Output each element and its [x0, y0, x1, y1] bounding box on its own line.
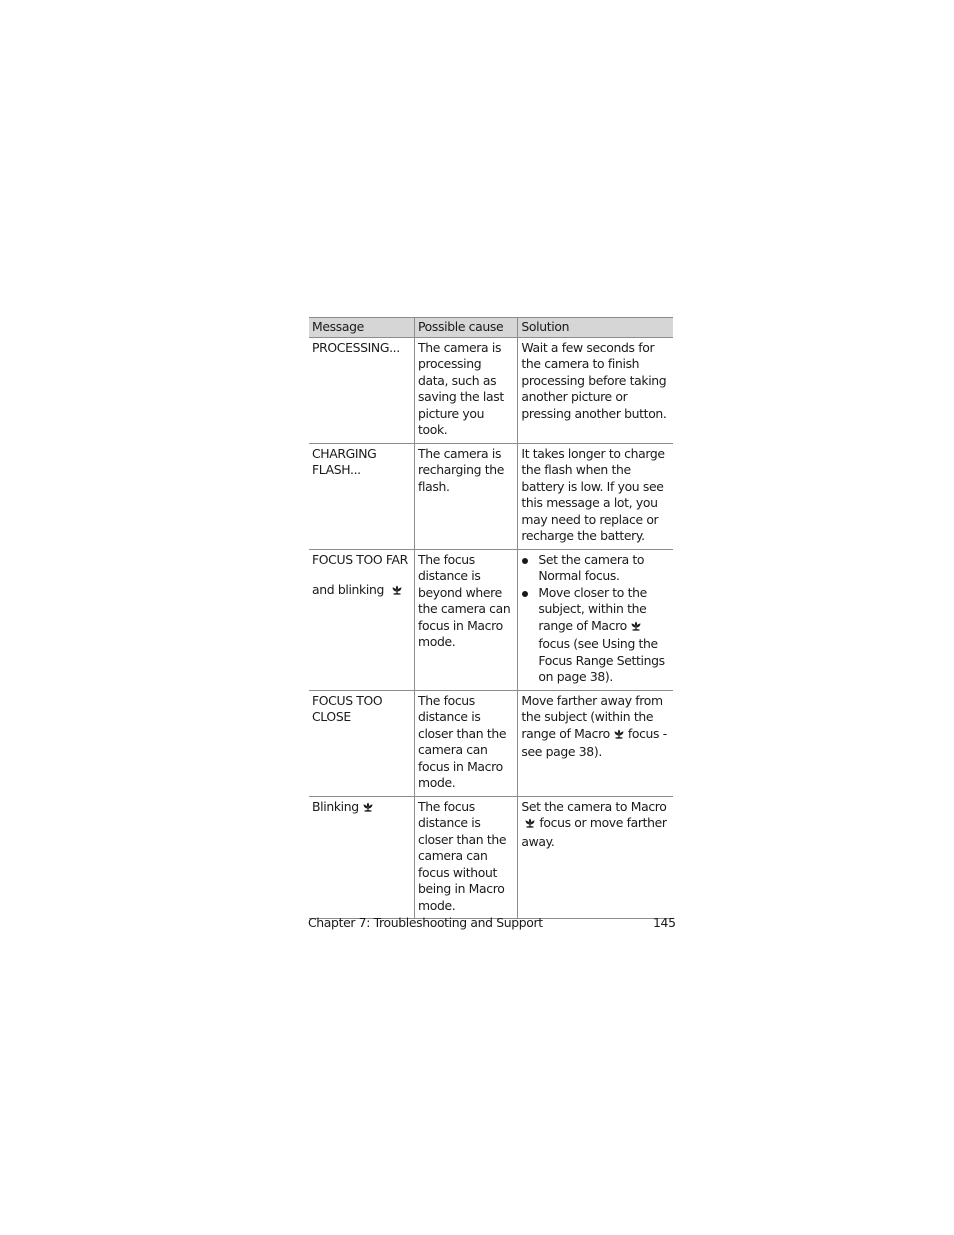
table-row [309, 337, 673, 443]
table-row [309, 443, 673, 549]
list-item [521, 552, 670, 585]
cause-cell: The focus distance is beyond where the camera can focus in Macro mode. [415, 549, 518, 690]
list-item [521, 585, 670, 686]
solution-cell [518, 796, 673, 919]
message-cell [309, 549, 415, 690]
macro-flower-icon [362, 801, 374, 818]
table-row [309, 549, 673, 690]
message-cell [309, 796, 415, 919]
macro-flower-icon [391, 584, 403, 601]
footer-chapter-title: Chapter 7: Troubleshooting and Support [308, 915, 543, 930]
table-header-row [309, 318, 673, 338]
solution-text: Set the camera to Macro [521, 798, 667, 814]
bullet-icon [522, 558, 528, 564]
troubleshooting-table [309, 317, 673, 919]
solution-text: Move farther away from the subject (within the range of Macro [521, 692, 663, 741]
bullet-icon [522, 591, 528, 597]
macro-flower-icon [524, 817, 536, 834]
message-cell: PROCESSING... [309, 337, 415, 443]
message-cell: CHARGING FLASH... [309, 443, 415, 549]
message-text: Blinking [312, 798, 359, 814]
table-row [309, 690, 673, 796]
header-message: Message [309, 318, 415, 338]
message-cell: FOCUS TOO CLOSE [309, 690, 415, 796]
spacer [312, 568, 411, 582]
solution-cell: Wait a few seconds for the camera to finish processing before taking another picture or pressing another button. [518, 337, 673, 443]
solution-cell [518, 690, 673, 796]
list-item-text: Move closer to the subject, within the range of Macro [538, 584, 647, 633]
header-possible-cause: Possible cause [415, 318, 518, 338]
solution-list [521, 552, 670, 686]
macro-flower-icon [613, 728, 625, 745]
solution-cell [518, 549, 673, 690]
cause-cell: The focus distance is closer than the camera can focus in Macro mode. [415, 690, 518, 796]
list-item-text: focus (see Using the Focus Range Settings on page 38). [538, 636, 665, 684]
solution-text: focus or move farther away. [521, 815, 667, 849]
header-solution: Solution [518, 318, 673, 338]
cause-cell: The camera is recharging the flash. [415, 443, 518, 549]
macro-flower-icon [630, 620, 642, 637]
page-number: 145 [653, 915, 676, 930]
message-line [312, 582, 411, 601]
cause-cell: The focus distance is closer than the camera can focus without being in Macro mode. [415, 796, 518, 919]
table-row [309, 796, 673, 919]
message-line: FOCUS TOO FAR [312, 551, 408, 567]
list-item-text: Set the camera to Normal focus. [538, 551, 645, 583]
cause-cell: The camera is processing data, such as saving the last picture you took. [415, 337, 518, 443]
solution-text: focus - see page 38). [521, 725, 667, 759]
message-text: and blinking [312, 582, 384, 597]
solution-cell: It takes longer to charge the flash when the battery is low. If you see this message a lot, you may need to replace or recharge the battery. [518, 443, 673, 549]
